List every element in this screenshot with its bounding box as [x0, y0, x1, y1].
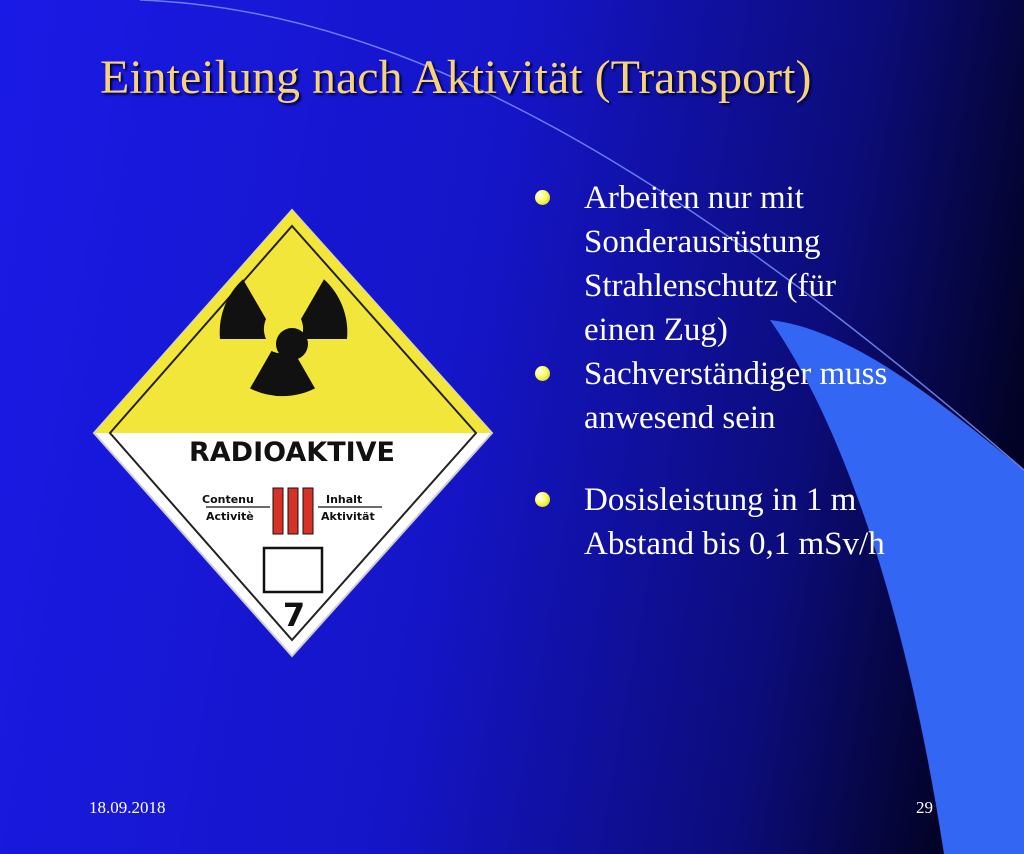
- bullet-text: Arbeiten nur mit Sonderausrüstung Strahlenschutz (für einen Zug): [584, 180, 836, 348]
- slide-number: 29: [916, 798, 933, 817]
- bullet-text: Sachverständiger muss anwesend sein: [584, 356, 888, 436]
- footer-date: 18.09.2018: [89, 798, 166, 817]
- label-inhalt-text: Inhalt: [326, 493, 363, 506]
- bullet-item: [530, 352, 910, 440]
- bullet-dot-icon: [535, 190, 550, 205]
- label-aktivitaet-text: Aktivität: [321, 510, 375, 523]
- slide-title: Einteilung nach Aktivität (Transport): [100, 51, 812, 104]
- label-activite-text: Activitè: [206, 510, 254, 523]
- label-contenu-text: Contenu: [202, 493, 254, 506]
- label-main-text: RADIOAKTIVE: [189, 437, 395, 468]
- bullet-list: [530, 176, 910, 566]
- bullet-dot-icon: [535, 492, 550, 507]
- bullet-dot-icon: [535, 366, 550, 381]
- bullet-text: Dosisleistung in 1 m Abstand bis 0,1 mSv/h: [584, 482, 885, 562]
- bullet-item: [530, 478, 910, 566]
- category-bars: [273, 488, 313, 534]
- bullet-item: [530, 176, 910, 352]
- transport-index-box: [264, 548, 322, 592]
- radioactive-hazard-label: [92, 208, 494, 658]
- class-number: 7: [282, 596, 306, 634]
